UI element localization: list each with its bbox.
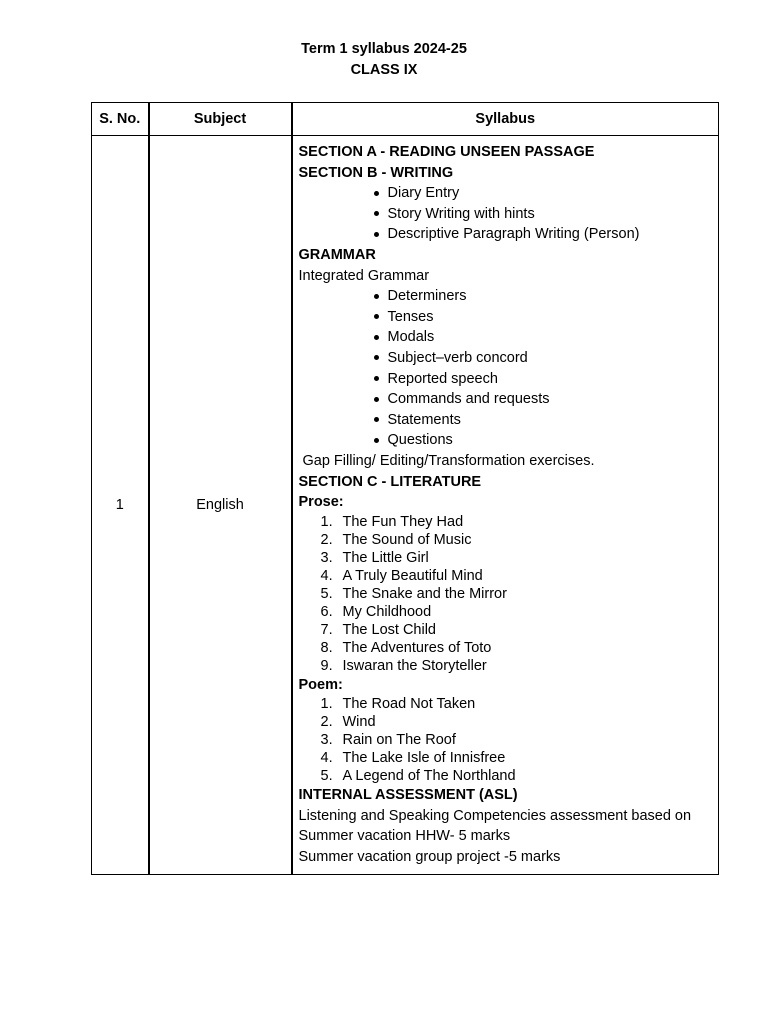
- list-item: Modals: [299, 327, 719, 348]
- cell-subject: English: [149, 136, 292, 875]
- class-label: CLASS IX: [350, 62, 418, 78]
- bullet-icon: [374, 355, 379, 360]
- grammar-intro: Integrated Grammar: [298, 267, 430, 284]
- table-row: [92, 136, 719, 875]
- list-item: 4. A Truly Beautiful Mind: [320, 567, 483, 584]
- internal-assessment-line: Listening and Speaking Competencies assessment based on: [298, 807, 692, 824]
- grammar-list: [299, 286, 719, 451]
- cell-sno: 1: [92, 136, 149, 875]
- list-item: Questions: [299, 430, 719, 451]
- list-item: Descriptive Paragraph Writing (Person): [299, 224, 719, 245]
- list-item: Statements: [299, 410, 719, 431]
- list-item: 1. The Fun They Had: [320, 513, 464, 530]
- poem-list: [299, 695, 719, 785]
- poem-heading: Poem:: [298, 676, 343, 693]
- bullet-icon: [374, 335, 379, 340]
- bullet-icon: [374, 417, 379, 422]
- list-item: Tenses: [299, 307, 719, 328]
- prose-list: [299, 513, 719, 675]
- list-item: Diary Entry: [299, 183, 719, 204]
- document-title: Term 1 syllabus 2024-25: [301, 41, 467, 57]
- list-item: Determiners: [299, 286, 719, 307]
- list-item: 3. Rain on The Roof: [320, 732, 456, 749]
- bullet-icon: [374, 397, 379, 402]
- section-a-heading: SECTION A - READING UNSEEN PASSAGE: [298, 144, 595, 160]
- grammar-exercises: Gap Filling/ Editing/Transformation exercises.: [302, 452, 595, 469]
- header-syllabus: Syllabus: [292, 103, 719, 136]
- section-c-heading: SECTION C - LITERATURE: [298, 473, 482, 490]
- cell-syllabus: [292, 136, 719, 875]
- list-item: 1. The Road Not Taken: [320, 696, 476, 713]
- bullet-icon: [374, 232, 379, 237]
- header-sno: S. No.: [92, 103, 149, 136]
- list-item: 7. The Lost Child: [320, 621, 436, 638]
- list-item: Subject–verb concord: [299, 348, 719, 369]
- table-header-row: [92, 103, 719, 136]
- internal-assessment-line: Summer vacation group project -5 marks: [298, 849, 561, 866]
- bullet-icon: [374, 211, 379, 216]
- internal-assessment-heading: INTERNAL ASSESSMENT (ASL): [298, 787, 518, 804]
- syllabus-table: [91, 102, 719, 875]
- bullet-icon: [374, 314, 379, 319]
- section-b-heading: SECTION B - WRITING: [298, 164, 454, 181]
- prose-heading: Prose:: [298, 494, 344, 511]
- grammar-heading: GRAMMAR: [298, 246, 376, 263]
- list-item: 4. The Lake Isle of Innisfree: [320, 750, 506, 767]
- list-item: 8. The Adventures of Toto: [320, 639, 492, 656]
- bullet-icon: [374, 438, 379, 443]
- list-item: Story Writing with hints: [299, 204, 719, 225]
- bullet-icon: [374, 294, 379, 299]
- list-item: 5. The Snake and the Mirror: [320, 585, 507, 602]
- header-subject: Subject: [149, 103, 292, 136]
- list-item: Reported speech: [299, 369, 719, 390]
- list-item: 3. The Little Girl: [320, 549, 429, 566]
- writing-list: [299, 183, 719, 245]
- list-item: 9. Iswaran the Storyteller: [320, 657, 487, 674]
- bullet-icon: [374, 376, 379, 381]
- internal-assessment-line: Summer vacation HHW- 5 marks: [298, 828, 511, 845]
- list-item: 2. The Sound of Music: [320, 531, 472, 548]
- list-item: 5. A Legend of The Northland: [320, 768, 516, 785]
- list-item: 2. Wind: [320, 714, 376, 731]
- list-item: Commands and requests: [299, 389, 719, 410]
- bullet-icon: [374, 191, 379, 196]
- list-item: 6. My Childhood: [320, 603, 432, 620]
